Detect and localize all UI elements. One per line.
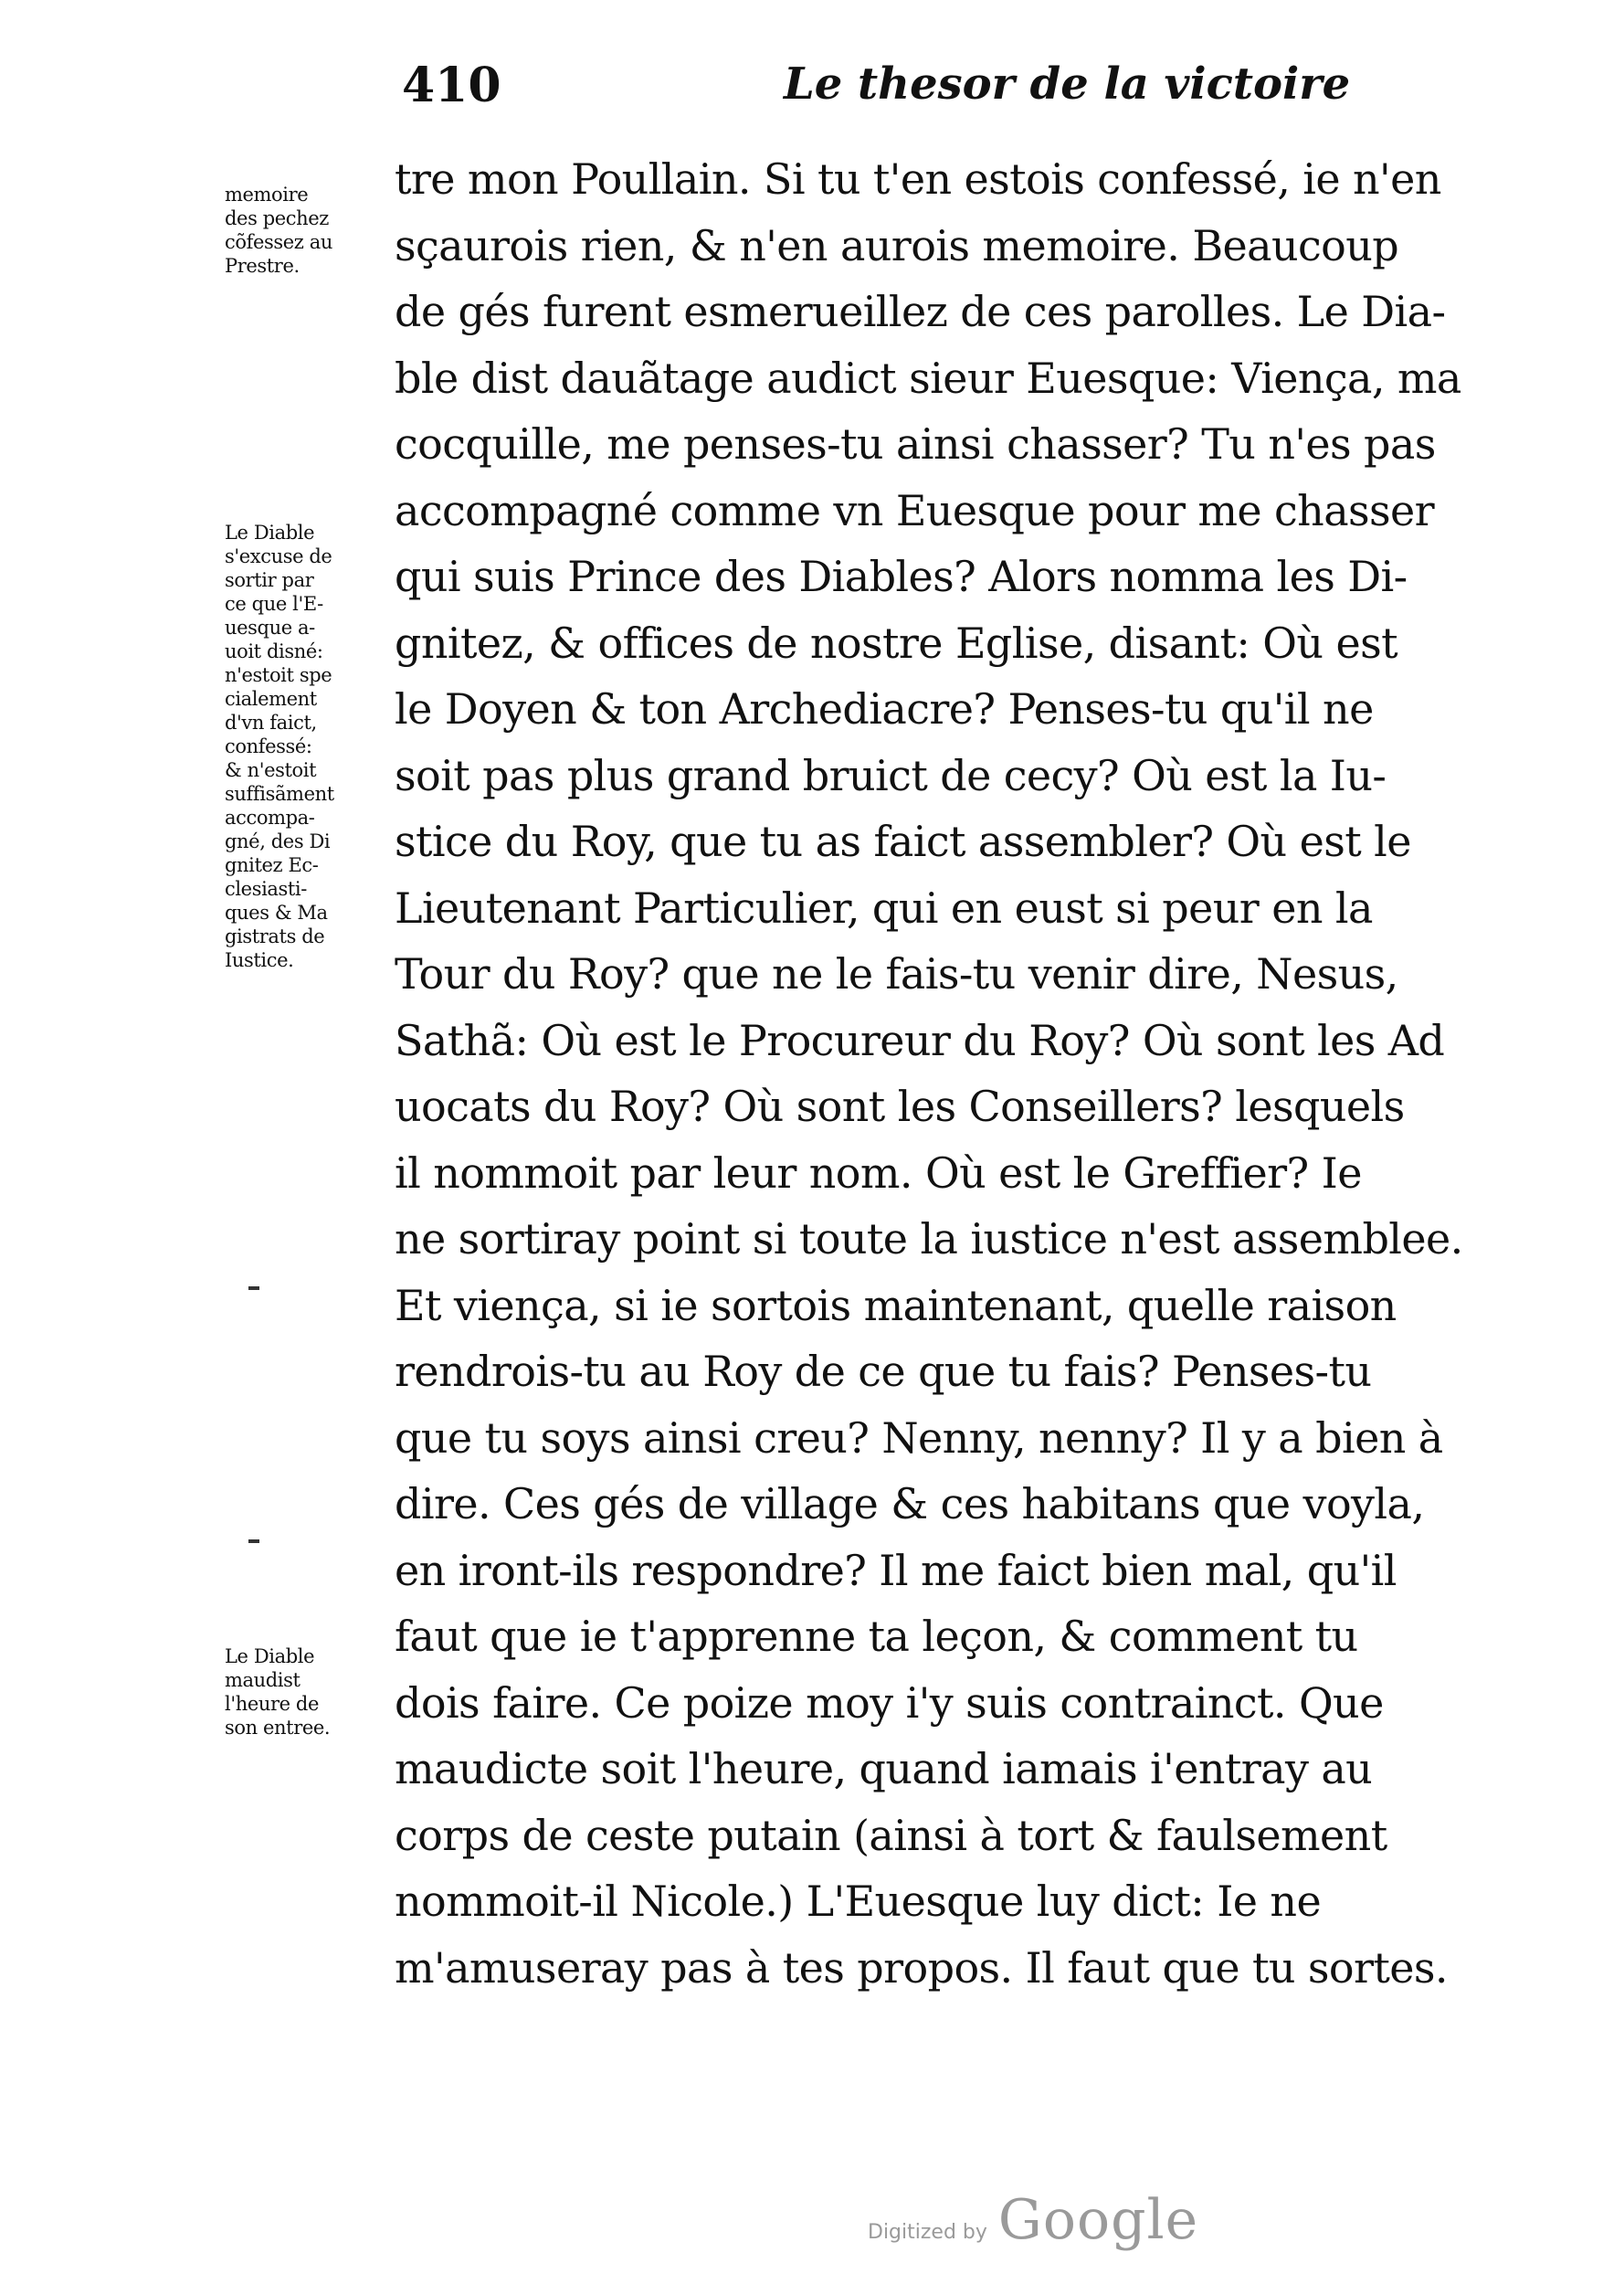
- page-number: 410: [402, 58, 501, 113]
- note-line: gistrats de: [225, 925, 325, 947]
- text-line: ble dist dauãtage audict sieur Euesque: Viença, ma: [395, 353, 1461, 403]
- watermark-prefix: Digitized by: [868, 2221, 987, 2244]
- note-line: des pechez: [225, 207, 329, 229]
- text-line: uocats du Roy? Où sont les Conseillers? lesquels: [395, 1082, 1405, 1131]
- text-line: Tour du Roy? que ne le fais-tu venir dire, Nesus,: [395, 949, 1398, 999]
- note-line: maudist: [225, 1669, 301, 1691]
- note-line: gné, des Di: [225, 830, 331, 852]
- text-line: de gés furent esmerueillez de ces parolles. Le Dia-: [395, 287, 1446, 336]
- text-line: le Doyen & ton Archediacre? Penses-tu qu'il ne: [395, 684, 1374, 734]
- note-line: Prestre.: [225, 255, 300, 277]
- note-line: sortir par: [225, 569, 314, 591]
- text-line: rendrois-tu au Roy de ce que tu fais? Penses-tu: [395, 1347, 1372, 1396]
- note-line: gnitez Ec-: [225, 854, 319, 876]
- text-line: corps de ceste putain (ainsi à tort & faulsement: [395, 1810, 1387, 1860]
- note-line: Le Diable: [225, 522, 315, 544]
- margin-note-excuse: [225, 521, 391, 972]
- text-line: dire. Ces gés de village & ces habitans que voyla,: [395, 1479, 1425, 1528]
- note-line: ques & Ma: [225, 902, 328, 924]
- text-line: gnitez, & offices de nostre Eglise, disant: Où est: [395, 618, 1397, 668]
- note-line: uoit disné:: [225, 640, 323, 662]
- note-line: memoire: [225, 184, 309, 206]
- text-line: cocquille, me penses-tu ainsi chasser? Tu n'es pas: [395, 419, 1436, 469]
- text-line: m'amuseray pas à tes propos. Il faut que tu sortes.: [395, 1942, 1448, 1993]
- note-line: confessé:: [225, 735, 312, 757]
- text-line: que tu soys ainsi creu? Nenny, nenny? Il y a bien à: [395, 1412, 1443, 1463]
- text-line: nommoit-il Nicole.) L'Euesque luy dict: Ie ne: [395, 1877, 1322, 1926]
- note-line: l'heure de: [225, 1693, 319, 1715]
- ink-mark: [248, 1286, 259, 1290]
- text-line: qui suis Prince des Diables? Alors nomma les Di-: [395, 552, 1408, 601]
- text-line: accompagné comme vn Euesque pour me chasser: [395, 485, 1435, 535]
- margin-note-confession: [225, 183, 391, 278]
- text-line: stice du Roy, que tu as faict assembler? Où est le: [395, 817, 1411, 866]
- text-line: sçaurois rien, & n'en aurois memoire. Beaucoup: [395, 220, 1399, 270]
- note-line: Iustice.: [225, 949, 294, 971]
- note-line: accompa-: [225, 807, 315, 829]
- text-line: il nommoit par leur nom. Où est le Greffier? Ie: [395, 1147, 1362, 1198]
- note-line: son entree.: [225, 1717, 331, 1739]
- running-title: Le thesor de la victoire: [784, 58, 1351, 110]
- note-line: ce que l'E-: [225, 593, 323, 615]
- text-line: Sathã: Où est le Procureur du Roy? Où sont les Ad: [395, 1015, 1445, 1065]
- text-line: Et viença, si ie sortois maintenant, quelle raison: [395, 1280, 1397, 1330]
- note-line: suffisãment: [225, 783, 334, 805]
- text-line: soit pas plus grand bruict de cecy? Où est la Iu-: [395, 750, 1387, 800]
- note-line: uesque a-: [225, 617, 315, 639]
- margin-note-curse: [225, 1644, 391, 1739]
- text-line: ne sortiray point si toute la iustice n'est assemblee.: [395, 1214, 1463, 1264]
- text-line: en iront-ils respondre? Il me faict bien mal, qu'il: [395, 1545, 1397, 1595]
- text-line: tre mon Poullain. Si tu t'en estois confessé, ie n'en: [395, 154, 1441, 204]
- text-line: Lieutenant Particulier, qui en eust si peur en la: [395, 883, 1373, 933]
- digitized-watermark: [868, 2188, 1198, 2252]
- note-line: d'vn faict,: [225, 712, 317, 734]
- text-line: dois faire. Ce poize moy i'y suis contrainct. Que: [395, 1677, 1384, 1728]
- text-line: maudicte soit l'heure, quand iamais i'entray au: [395, 1744, 1373, 1793]
- note-line: cõfessez au: [225, 231, 332, 253]
- note-line: clesiasti-: [225, 878, 307, 900]
- note-line: n'estoit spe: [225, 664, 332, 686]
- ink-mark: [248, 1539, 259, 1543]
- note-line: & n'estoit: [225, 759, 317, 781]
- text-line: faut que ie t'apprenne ta leçon, & comment tu: [395, 1612, 1358, 1661]
- note-line: Le Diable: [225, 1645, 315, 1667]
- body-text: [395, 146, 1518, 2001]
- google-logo: Google: [997, 2188, 1199, 2252]
- note-line: s'excuse de: [225, 545, 332, 567]
- note-line: cialement: [225, 688, 317, 710]
